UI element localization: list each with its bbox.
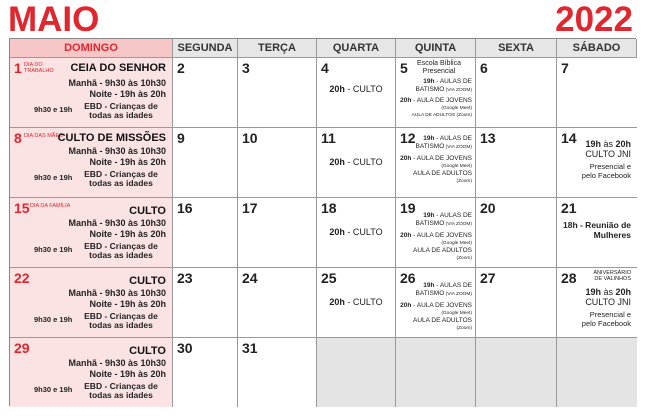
day-number: 30 — [177, 340, 193, 356]
event-time: 19h — [423, 282, 435, 289]
event-line: AULA DE ADULTOS — [412, 317, 472, 324]
event-line: (VIA ZOOM) — [444, 144, 472, 150]
event-title: CULTO — [129, 205, 166, 217]
day-cell-5[interactable] — [396, 58, 476, 128]
day-cell-28[interactable] — [557, 268, 637, 338]
empty-cell — [476, 338, 557, 407]
event-morning: Manhã - 9h30 às 10h30 — [68, 146, 166, 156]
day-number: 24 — [242, 270, 258, 286]
weekday-header-sunday: DOMINGO — [10, 39, 173, 58]
event-line: pelo Facebook — [581, 171, 631, 180]
empty-cell — [557, 338, 637, 407]
day-cell-8[interactable] — [10, 128, 173, 198]
day-number: 3 — [242, 60, 250, 76]
ebd-time: 9h30 e 19h — [34, 245, 73, 254]
day-number: 17 — [242, 200, 258, 216]
ebd-time: 9h30 e 19h — [34, 315, 73, 324]
event-line: CULTO JNI — [585, 149, 631, 159]
day-cell-13[interactable] — [476, 128, 557, 198]
day-cell-29[interactable] — [10, 338, 173, 407]
event-line: AULA DE ADULTOS — [412, 247, 472, 254]
day-cell-4[interactable] — [317, 58, 396, 128]
day-number: 20 — [480, 200, 496, 216]
event-line: BATISMO — [415, 219, 445, 227]
event-time: 19h — [423, 212, 435, 219]
thursday-event-classes — [400, 78, 472, 120]
day-number: 23 — [177, 270, 193, 286]
day-tag: DIA DAS MÃES — [24, 133, 63, 139]
day-number: 16 — [177, 200, 193, 216]
year-title: 2022 — [555, 0, 633, 39]
event-line: Presencial e — [589, 162, 631, 171]
event-time: 20h — [615, 139, 631, 149]
wednesday-event — [317, 84, 395, 94]
event-label: - CULTO — [344, 227, 383, 237]
event-line: BATISMO — [415, 289, 445, 297]
event-night: Noite - 19h às 20h — [89, 89, 166, 99]
ebd-label: EBD - Crianças de todas as idades — [84, 241, 158, 260]
event-morning: Manhã - 9h30 às 10h30 — [68, 78, 166, 88]
event-line: às — [600, 139, 616, 149]
day-cell-25[interactable] — [317, 268, 396, 338]
day-cell-31[interactable] — [238, 338, 317, 407]
day-number: 8 — [14, 130, 22, 146]
event-line: Escola Bíblica — [417, 60, 461, 67]
event-line: pelo Facebook — [581, 319, 631, 328]
day-number: 29 — [14, 340, 30, 356]
thursday-event-classes — [400, 282, 472, 332]
day-cell-3[interactable] — [238, 58, 317, 128]
event-line: (Google Meet) — [441, 310, 472, 316]
event-line: (VIA ZOOM) — [444, 221, 472, 227]
thursday-event-classes — [400, 212, 472, 262]
thursday-event-classes — [400, 135, 472, 185]
event-line: (Google Meet) — [441, 105, 472, 111]
event-line: (VIA ZOOM) — [444, 87, 472, 93]
event-night: Noite - 19h às 20h — [89, 369, 166, 379]
event-time: 20h — [400, 302, 412, 309]
event-title: CULTO — [129, 345, 166, 357]
weekday-header-thursday: QUINTA — [396, 39, 476, 58]
day-number: 14 — [561, 130, 577, 146]
weekday-header-wednesday: QUARTA — [317, 39, 396, 58]
day-number: 4 — [321, 60, 329, 76]
saturday-event — [563, 220, 631, 240]
event-night: Noite - 19h às 20h — [89, 157, 166, 167]
thursday-event-ebd — [417, 60, 461, 76]
event-line: (VIA ZOOM) — [444, 291, 472, 297]
day-cell-1[interactable] — [10, 58, 173, 128]
event-line: Mulheres — [593, 230, 631, 240]
event-time: 20h — [400, 97, 412, 104]
event-line: BATISMO — [415, 85, 445, 93]
day-cell-26[interactable] — [396, 268, 476, 338]
wednesday-event — [317, 297, 395, 307]
event-time: 20h — [329, 157, 345, 167]
day-number: 6 — [480, 60, 488, 76]
month-title: MAIO — [8, 0, 100, 39]
event-line: (Zoom) — [456, 255, 472, 261]
ebd-time: 9h30 e 19h — [34, 173, 73, 182]
day-tag: DIA DA FAMÍLIA — [30, 203, 71, 209]
day-cell-23[interactable] — [173, 268, 238, 338]
day-cell-30[interactable] — [173, 338, 238, 407]
event-line: - AULAS DE — [434, 282, 472, 289]
event-line: - AULAS DE — [434, 135, 472, 142]
day-number: 12 — [400, 130, 416, 146]
day-cell-16[interactable] — [173, 198, 238, 268]
day-tag: DIA DO TRABALHO — [24, 62, 54, 74]
event-line: AULA DE ADULTOS — [412, 170, 472, 177]
event-line: (Zoom) — [456, 178, 472, 184]
day-number: 9 — [177, 130, 185, 146]
day-number: 18 — [321, 200, 337, 216]
event-morning: Manhã - 9h30 às 10h30 — [68, 358, 166, 368]
day-cell-19[interactable] — [396, 198, 476, 268]
day-number: 15 — [14, 200, 30, 216]
event-line: ANIVERSÁRIO — [593, 270, 631, 276]
day-cell-15[interactable] — [10, 198, 173, 268]
event-line: DE VALINHOS — [594, 276, 631, 282]
day-cell-10[interactable] — [238, 128, 317, 198]
ebd-label: EBD - Crianças de todas as idades — [84, 169, 158, 188]
weekday-header-friday: SEXTA — [476, 39, 557, 58]
event-line: às — [600, 287, 616, 297]
weekday-header-saturday: SÁBADO — [557, 39, 637, 58]
day-cell-7[interactable] — [557, 58, 637, 128]
day-number: 21 — [561, 200, 577, 216]
event-label: - CULTO — [344, 84, 383, 94]
event-line: - AULA DE JOVENS — [411, 155, 472, 162]
event-label: - CULTO — [344, 297, 383, 307]
day-number: 19 — [400, 200, 416, 216]
event-line: (Google Meet) — [441, 163, 472, 169]
day-number: 28 — [561, 270, 577, 286]
calendar-grid — [9, 38, 636, 406]
saturday-event — [582, 287, 631, 328]
day-number: 1 — [14, 60, 22, 76]
day-number: 2 — [177, 60, 185, 76]
day-number: 25 — [321, 270, 337, 286]
day-number: 26 — [400, 270, 416, 286]
day-number: 7 — [561, 60, 569, 76]
day-cell-27[interactable] — [476, 268, 557, 338]
event-time: 20h — [400, 232, 412, 239]
day-cell-24[interactable] — [238, 268, 317, 338]
ebd-time: 9h30 e 19h — [34, 105, 73, 114]
event-line: AULA DE ADULTOS (Zoom) — [411, 113, 472, 118]
day-number: 31 — [242, 340, 258, 356]
event-night: Noite - 19h às 20h — [89, 299, 166, 309]
ebd-label: EBD - Crianças de todas as idades — [84, 101, 158, 120]
empty-cell — [396, 338, 476, 407]
event-time: 19h — [585, 139, 601, 149]
event-line: (Zoom) — [456, 325, 472, 331]
event-line: - AULAS DE — [434, 78, 472, 85]
weekday-header-monday: SEGUNDA — [173, 39, 238, 58]
event-time: 20h — [329, 227, 345, 237]
event-time: 20h — [615, 287, 631, 297]
day-cell-2[interactable] — [173, 58, 238, 128]
ebd-time: 9h30 e 19h — [34, 385, 73, 394]
event-morning: Manhã - 9h30 às 10h30 — [68, 218, 166, 228]
event-title: CULTO DE MISSÕES — [57, 132, 166, 144]
event-line: - AULA DE JOVENS — [411, 97, 472, 104]
day-number: 13 — [480, 130, 496, 146]
event-title: CEIA DO SENHOR — [70, 62, 166, 74]
day-cell-18[interactable] — [317, 198, 396, 268]
day-cell-9[interactable] — [173, 128, 238, 198]
event-time: 20h — [329, 84, 345, 94]
saturday-event — [582, 139, 631, 180]
event-line: 18h - Reunião de — [562, 220, 631, 230]
event-time: 20h — [329, 297, 345, 307]
event-time: 20h — [400, 155, 412, 162]
day-cell-11[interactable] — [317, 128, 396, 198]
day-cell-17[interactable] — [238, 198, 317, 268]
day-number: 11 — [321, 130, 336, 146]
event-morning: Manhã - 9h30 às 10h30 — [68, 288, 166, 298]
day-cell-22[interactable] — [10, 268, 173, 338]
day-number: 22 — [14, 270, 30, 286]
event-time: 19h — [585, 287, 601, 297]
day-number: 5 — [400, 60, 408, 76]
day-cell-20[interactable] — [476, 198, 557, 268]
day-tag — [593, 270, 631, 282]
wednesday-event — [317, 227, 395, 237]
day-cell-21[interactable] — [557, 198, 637, 268]
day-cell-14[interactable] — [557, 128, 637, 198]
day-number: 10 — [242, 130, 258, 146]
day-cell-6[interactable] — [476, 58, 557, 128]
event-title: CULTO — [129, 275, 166, 287]
event-line: - AULA DE JOVENS — [411, 232, 472, 239]
event-time: 19h — [423, 78, 435, 85]
empty-cell — [317, 338, 396, 407]
event-line: - AULAS DE — [434, 212, 472, 219]
event-time: 19h — [423, 135, 435, 142]
event-line: Presencial e — [589, 310, 631, 319]
event-line: - AULA DE JOVENS — [411, 302, 472, 309]
day-cell-12[interactable] — [396, 128, 476, 198]
ebd-label: EBD - Crianças de todas as idades — [84, 381, 158, 400]
event-line: Presencial — [422, 68, 456, 75]
ebd-label: EBD - Crianças de todas as idades — [84, 311, 158, 330]
event-label: - CULTO — [344, 157, 383, 167]
event-line: BATISMO — [415, 142, 445, 150]
day-number: 27 — [480, 270, 496, 286]
event-line: CULTO JNI — [585, 297, 631, 307]
event-line: (Google Meet) — [441, 240, 472, 246]
event-night: Noite - 19h às 20h — [89, 229, 166, 239]
weekday-header-tuesday: TERÇA — [238, 39, 317, 58]
wednesday-event — [317, 157, 395, 167]
